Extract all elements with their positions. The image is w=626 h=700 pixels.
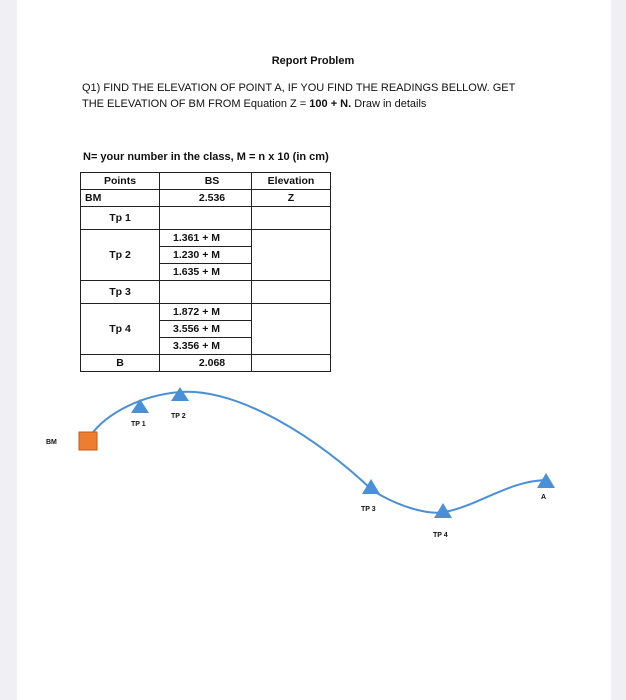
header-elevation: Elevation	[252, 173, 331, 190]
cell-reading: 1.361 + M	[160, 230, 252, 247]
terrain-curve	[88, 392, 548, 513]
cell-tp2: Tp 2	[81, 230, 160, 281]
bm-marker	[79, 432, 97, 450]
cell-bm: BM	[81, 190, 160, 207]
tp1-marker	[131, 399, 149, 413]
cell-bm-elevation: Z	[252, 190, 331, 207]
header-bs: BS	[160, 173, 252, 190]
question-line-2: THE ELEVATION OF BM FROM Equation Z = 100 + N. Draw in details	[82, 98, 427, 110]
tp1-label: TP 1	[131, 421, 146, 428]
tp2-label: TP 2	[171, 413, 186, 420]
tp3-label: TP 3	[361, 506, 376, 513]
cell-tp3: Tp 3	[81, 281, 160, 304]
cell-tp4: Tp 4	[81, 304, 160, 355]
tp2-marker	[171, 387, 189, 401]
tp3-marker	[362, 479, 380, 494]
cell-reading: 3.356 + M	[160, 338, 252, 355]
tp4-label: TP 4	[433, 532, 448, 539]
cell-reading: 3.556 + M	[160, 321, 252, 338]
cell-reading: 1.230 + M	[160, 247, 252, 264]
question-line-1: Q1) FIND THE ELEVATION OF POINT A, IF YOU FIND THE READINGS BELLOW. GET	[82, 82, 516, 94]
cell-reading: 1.872 + M	[160, 304, 252, 321]
cell-b: B	[81, 355, 160, 372]
cell-reading: 1.635 + M	[160, 264, 252, 281]
cell-bm-bs: 2.536	[160, 190, 252, 207]
cell-tp1: Tp 1	[81, 207, 160, 230]
n-definition: N= your number in the class, M = n x 10 (in cm)	[83, 151, 329, 163]
report-title: Report Problem	[271, 55, 355, 67]
bm-label: BM	[46, 439, 57, 446]
point-a-label: A	[541, 494, 547, 501]
cell-reading: 2.068	[160, 355, 252, 372]
header-points: Points	[81, 173, 160, 190]
